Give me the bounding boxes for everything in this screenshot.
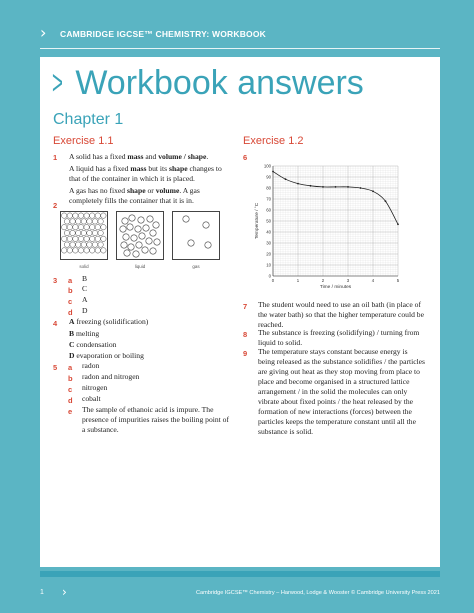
- question-2-number: 2: [53, 201, 58, 210]
- solid-particle: [62, 236, 67, 241]
- x-tick-label: 0: [271, 278, 275, 283]
- solid-particle: [73, 248, 78, 253]
- y-tick-label: 100: [263, 163, 271, 169]
- y-tick-label: 60: [266, 207, 271, 213]
- solid-particle: [101, 248, 106, 253]
- solid-particle: [67, 236, 72, 241]
- q3-letter-c: c: [68, 297, 73, 306]
- q3-letter-a: a: [68, 276, 73, 285]
- solid-particle: [87, 230, 92, 235]
- solid-particle: [73, 225, 78, 230]
- y-tick-label: 80: [266, 185, 271, 191]
- question-1-answer-solid: A solid has a fixed mass and volume / shape.: [69, 152, 209, 161]
- data-point: [335, 186, 337, 188]
- data-point: [372, 190, 374, 192]
- data-point: [272, 171, 274, 173]
- solid-particle: [95, 248, 100, 253]
- data-point: [297, 183, 299, 185]
- y-tick-label: 50: [266, 218, 271, 224]
- data-point: [310, 185, 312, 187]
- question-6-number: 6: [243, 153, 248, 162]
- data-point: [360, 187, 362, 189]
- q5-answer-b: radon and nitrogen: [82, 372, 140, 381]
- solid-particle-diagram: [60, 211, 108, 260]
- question-9-answer: The temperature stays constant because energy is being released as the substance solidifies / the particles are giving out heat as they stop moving from place to place and become organised in a structured lattice arrangement / in the solid the molecules can only vibrate about fixed points / the heat released by the formation of new interactions (forces) between the particles keeps the temperature constant until all the substance is solid.: [258, 347, 426, 436]
- q5-letter-a: a: [68, 363, 73, 372]
- solid-particle: [95, 225, 100, 230]
- x-tick-labels: [272, 278, 400, 283]
- solid-particle: [92, 219, 97, 224]
- x-tick-label: 1: [296, 278, 300, 283]
- page-title-text: Workbook answers: [75, 64, 364, 102]
- solid-particle: [70, 230, 75, 235]
- solid-particle: [76, 242, 81, 247]
- title-chevron-icon: >: [52, 64, 63, 102]
- solid-particle: [78, 225, 83, 230]
- exercise-1-2-heading: Exercise 1.2: [243, 135, 304, 147]
- chart-grid: [273, 166, 398, 276]
- data-point: [285, 178, 287, 180]
- q5-answer-d: cobalt: [82, 394, 101, 403]
- q5-answer-c: nitrogen: [82, 383, 108, 392]
- solid-particle: [67, 248, 72, 253]
- solid-particle: [64, 230, 69, 235]
- q3-answer-d: D: [82, 306, 88, 315]
- solid-particle: [90, 225, 95, 230]
- header-band: [0, 0, 474, 60]
- liquid-particle-diagram: [116, 211, 164, 260]
- q3-letter-d: d: [68, 308, 73, 317]
- q5-letter-b: b: [68, 374, 73, 383]
- solid-particle: [87, 242, 92, 247]
- y-tick-labels: [264, 163, 272, 278]
- q4-answer-a: A freezing (solidification): [69, 317, 149, 326]
- liquid-label: liquid: [134, 264, 146, 269]
- y-tick-label: 0: [268, 273, 271, 279]
- solid-particle: [84, 248, 89, 253]
- q3-answer-c: A: [82, 295, 88, 304]
- y-tick-label: 20: [266, 251, 271, 257]
- y-axis-label: Temperature / °C: [255, 202, 260, 240]
- q4-answer-c: C condensation: [69, 340, 117, 349]
- header-divider: [40, 48, 440, 49]
- solid-particle: [98, 242, 103, 247]
- y-tick-label: 90: [266, 174, 271, 180]
- solid-particle: [81, 242, 86, 247]
- footer-copyright: Cambridge IGCSE™ Chemistry – Harwood, Lodge & Wooster © Cambridge University Press 2021: [195, 590, 440, 596]
- solid-particle: [78, 213, 83, 218]
- question-8-number: 8: [243, 330, 248, 339]
- solid-particle: [67, 225, 72, 230]
- solid-particle: [101, 236, 106, 241]
- solid-particle: [64, 242, 69, 247]
- header-title: CAMBRIDGE IGCSE™ CHEMISTRY: WORKBOOK: [60, 29, 267, 39]
- question-1-answer-liquid: A liquid has a fixed mass but its shape changes to that of the container in which it is placed.: [69, 164, 222, 183]
- solid-particle: [73, 213, 78, 218]
- page-sheet: [40, 57, 440, 567]
- q4-answer-b: B melting: [69, 329, 100, 338]
- y-tick-label: 70: [266, 196, 271, 202]
- gas-particle-diagram: [172, 211, 220, 260]
- footer-chevron-icon: ›: [62, 585, 67, 599]
- solid-particle: [92, 230, 97, 235]
- question-5-number: 5: [53, 363, 58, 372]
- solid-particle: [84, 236, 89, 241]
- question-1-number: 1: [53, 153, 58, 162]
- solid-particle: [62, 225, 67, 230]
- solid-particle: [98, 230, 103, 235]
- solid-particle: [95, 236, 100, 241]
- solid-particle: [64, 219, 69, 224]
- solid-particle: [62, 248, 67, 253]
- q5-letter-c: c: [68, 385, 73, 394]
- question-4-number: 4: [53, 319, 58, 328]
- solid-particle: [84, 225, 89, 230]
- data-point: [385, 200, 387, 202]
- exercise-1-1-heading: Exercise 1.1: [53, 135, 114, 147]
- question-8-answer: The substance is freezing (solidifying) / turning from liquid to solid.: [258, 328, 420, 347]
- solid-particle: [76, 230, 81, 235]
- solid-particle: [67, 213, 72, 218]
- solid-particle: [95, 213, 100, 218]
- q5-answer-e: The sample of ethanoic acid is impure. The presence of impurities raises the boiling point of a substance.: [82, 405, 229, 434]
- cooling-curve-chart: [243, 160, 403, 295]
- x-tick-label: 2: [321, 278, 325, 283]
- header-chevron-icon: ›: [40, 23, 47, 42]
- x-tick-label: 3: [346, 278, 350, 283]
- y-tick-label: 10: [266, 262, 271, 268]
- q3-letter-b: b: [68, 286, 73, 295]
- q5-answer-a: radon: [82, 361, 100, 370]
- question-9-number: 9: [243, 349, 248, 358]
- question-3-number: 3: [53, 276, 58, 285]
- data-point: [397, 223, 399, 225]
- solid-particle: [90, 213, 95, 218]
- solid-particle: [81, 230, 86, 235]
- data-point: [322, 186, 324, 188]
- solid-particle: [73, 236, 78, 241]
- solid-particle: [62, 213, 67, 218]
- solid-particle: [87, 219, 92, 224]
- chapter-heading: Chapter 1: [53, 111, 124, 128]
- solid-particle: [98, 219, 103, 224]
- q5-letter-d: d: [68, 396, 73, 405]
- q3-answer-a: B: [82, 274, 88, 283]
- gas-label: gas: [192, 264, 200, 269]
- x-tick-label: 4: [371, 278, 375, 283]
- solid-particle: [101, 225, 106, 230]
- solid-particle: [84, 213, 89, 218]
- solid-particle: [81, 219, 86, 224]
- x-axis-label: Time / minutes: [319, 285, 352, 290]
- q3-answer-b: C: [82, 284, 88, 293]
- q5-letter-e: e: [68, 407, 73, 416]
- page-number: 1: [40, 589, 44, 596]
- data-point: [347, 186, 349, 188]
- q4-answer-d: D evaporation or boiling: [69, 351, 144, 360]
- solid-particle: [70, 219, 75, 224]
- x-tick-label: 5: [396, 278, 400, 283]
- solid-particle: [76, 219, 81, 224]
- page-title: [52, 63, 364, 103]
- y-tick-label: 40: [266, 229, 271, 235]
- question-7-answer: The student would need to use an oil bath (in place of the water bath) so that the higher temperature could be reached.: [258, 300, 424, 329]
- solid-particle: [90, 236, 95, 241]
- solid-particle: [78, 248, 83, 253]
- question-7-number: 7: [243, 302, 248, 311]
- solid-particle: [78, 236, 83, 241]
- solid-particle: [92, 242, 97, 247]
- solid-particle: [70, 242, 75, 247]
- question-1-answer-gas: A gas has no fixed shape or volume. A gas completely fills the container that it is in.: [69, 186, 200, 205]
- solid-particle: [90, 248, 95, 253]
- y-tick-label: 30: [266, 240, 271, 246]
- solid-particle: [101, 213, 106, 218]
- solid-label: solid: [79, 264, 89, 269]
- footer-bar: [40, 571, 440, 577]
